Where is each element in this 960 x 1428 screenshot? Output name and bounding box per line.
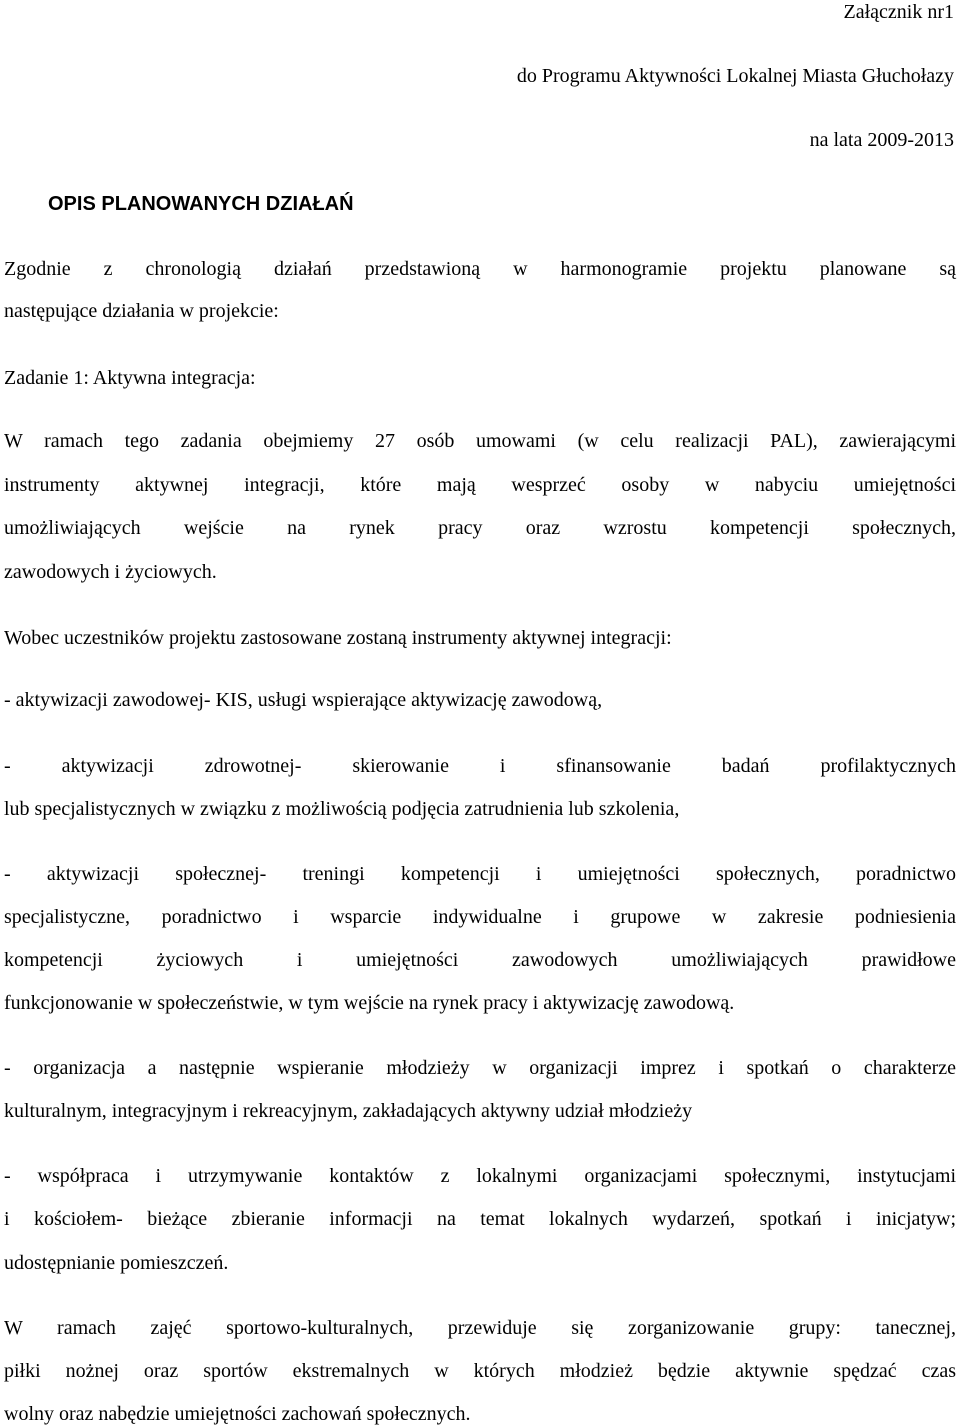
program-title: do Programu Aktywności Lokalnej Miasta Głuchołazy xyxy=(516,65,954,87)
paragraph-line: W ramach tego zadania obejmiemy 27 osób umowami (w celu realizacji PAL), zawierającymi xyxy=(4,430,956,452)
list-item: funkcjonowanie w społeczeństwie, w tym wejście na rynek pracy i aktywizację zawodową. xyxy=(4,992,735,1014)
paragraph-line: wolny oraz nabędzie umiejętności zachowań społecznych. xyxy=(4,1403,471,1425)
list-item: - aktywizacji zdrowotnej- skierowanie i sfinansowanie badań profilaktycznych xyxy=(4,755,956,777)
list-item: kulturalnym, integracyjnym i rekreacyjnym, zakładających aktywny udział młodzieży xyxy=(4,1100,693,1122)
paragraph-line: Zgodnie z chronologią działań przedstawioną w harmonogramie projektu planowane są xyxy=(4,258,956,280)
paragraph-line: Wobec uczestników projektu zastosowane zostaną instrumenty aktywnej integracji: xyxy=(4,627,672,649)
paragraph-line: piłki nożnej oraz sportów ekstremalnych w których młodzież będzie aktywnie spędzać czas xyxy=(4,1360,956,1382)
program-years: na lata 2009-2013 xyxy=(809,129,954,151)
list-item: i kościołem- bieżące zbieranie informacji na temat lokalnych wydarzeń, spotkań i inicjatyw; xyxy=(4,1208,956,1230)
list-item: - aktywizacji społecznej- treningi kompetencji i umiejętności społecznych, poradnictwo xyxy=(4,863,956,885)
list-item: - organizacja a następnie wspieranie młodzieży w organizacji imprez i spotkań o charakterze xyxy=(4,1057,956,1079)
section-heading: OPIS PLANOWANYCH DZIAŁAŃ xyxy=(48,193,354,215)
list-item: specjalistyczne, poradnictwo i wsparcie indywidualne i grupowe w zakresie podniesienia xyxy=(4,906,956,928)
paragraph-line: W ramach zajęć sportowo-kulturalnych, przewiduje się zorganizowanie grupy: tanecznej, xyxy=(4,1317,956,1339)
task-heading: Zadanie 1: Aktywna integracja: xyxy=(4,367,256,389)
list-item: - aktywizacji zawodowej- KIS, usługi wspierające aktywizację zawodową, xyxy=(4,689,603,711)
paragraph-line: instrumenty aktywnej integracji, które mają wesprzeć osoby w nabyciu umiejętności xyxy=(4,474,956,496)
list-item: kompetencji życiowych i umiejętności zawodowych umożliwiających prawidłowe xyxy=(4,949,956,971)
list-item: - współpraca i utrzymywanie kontaktów z lokalnymi organizacjami społecznymi, instytucjami xyxy=(4,1165,956,1187)
paragraph-line: następujące działania w projekcie: xyxy=(4,300,279,322)
list-item: udostępnianie pomieszczeń. xyxy=(4,1252,229,1274)
list-item: lub specjalistycznych w związku z możliwością podjęcia zatrudnienia lub szkolenia, xyxy=(4,798,680,820)
annex-label: Załącznik nr1 xyxy=(843,1,954,23)
paragraph-line: umożliwiających wejście na rynek pracy oraz wzrostu kompetencji społecznych, xyxy=(4,517,956,539)
paragraph-line: zawodowych i życiowych. xyxy=(4,561,217,583)
